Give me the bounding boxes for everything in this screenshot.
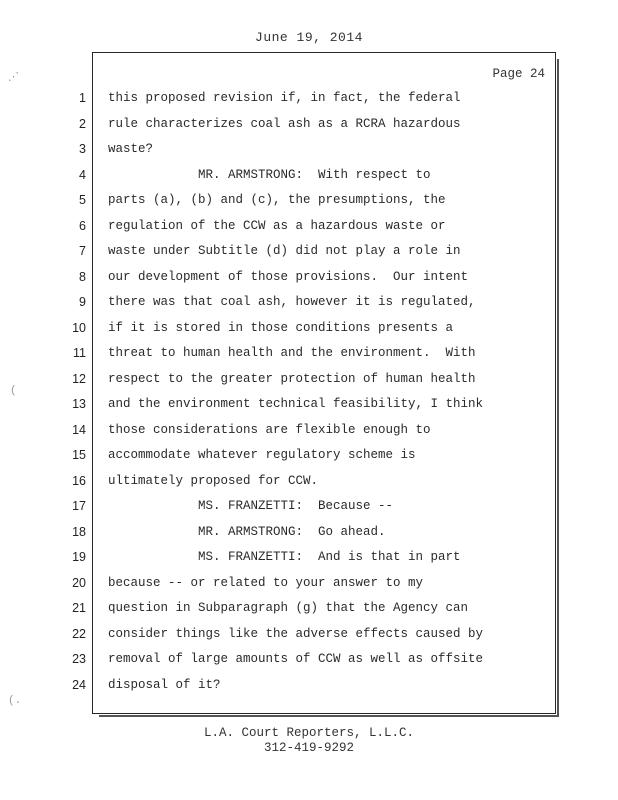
- line-number: 16: [72, 473, 86, 488]
- line-number: 21: [72, 601, 86, 615]
- line-number: 20: [72, 575, 86, 590]
- transcript-line: MR. ARMSTRONG: Go ahead.: [108, 524, 386, 539]
- line-number: 11: [73, 346, 86, 360]
- line-number: 19: [72, 550, 86, 564]
- line-number: 24: [72, 677, 86, 692]
- transcript-line: ultimately proposed for CCW.: [108, 473, 319, 488]
- footer-company: L.A. Court Reporters, L.L.C.: [203, 726, 415, 740]
- transcript-body: [108, 88, 548, 700]
- footer: [0, 726, 618, 756]
- line-number: 12: [72, 371, 86, 386]
- scan-speck: (.: [8, 695, 22, 707]
- transcript-line: there was that coal ash, however it is regulated,: [108, 295, 476, 309]
- line-number: 2: [79, 116, 86, 131]
- line-number: 3: [79, 142, 86, 156]
- header-date: June 19, 2014: [255, 30, 363, 45]
- transcript-line: MS. FRANZETTI: And is that in part: [108, 550, 461, 564]
- line-number: 10: [72, 320, 86, 335]
- line-number: 4: [79, 167, 86, 182]
- line-number: 1: [79, 91, 86, 105]
- footer-phone: 312-419-9292: [263, 741, 354, 755]
- transcript-line: because -- or related to your answer to my: [108, 575, 424, 590]
- line-number: 22: [72, 626, 86, 641]
- transcript-line: waste under Subtitle (d) did not play a role in: [108, 244, 461, 258]
- transcript-line: waste?: [108, 142, 154, 156]
- transcript-line: if it is stored in those conditions presents a: [108, 320, 454, 335]
- line-number: 5: [79, 193, 86, 207]
- transcript-line: removal of large amounts of CCW as well as offsite: [108, 652, 484, 666]
- line-number: 9: [79, 295, 86, 309]
- page-label: Page 24: [492, 67, 545, 81]
- line-number: 23: [72, 652, 86, 666]
- scan-speck: (: [10, 385, 17, 397]
- line-number: 14: [72, 422, 86, 437]
- transcript-line: question in Subparagraph (g) that the Agency can: [108, 601, 469, 615]
- transcript-line: MR. ARMSTRONG: With respect to: [108, 167, 431, 182]
- transcript-line: regulation of the CCW as a hazardous waste or: [108, 218, 446, 233]
- line-number: 8: [79, 269, 86, 284]
- transcript-line: rule characterizes coal ash as a RCRA hazardous: [108, 116, 461, 131]
- transcript-line: disposal of it?: [108, 677, 221, 692]
- line-number: 6: [79, 218, 86, 233]
- transcript-line: MS. FRANZETTI: Because --: [108, 499, 394, 513]
- line-number: 15: [72, 448, 86, 462]
- transcript-line: parts (a), (b) and (c), the presumptions, the: [108, 193, 446, 207]
- transcript-line: accommodate whatever regulatory scheme is: [108, 448, 416, 462]
- transcript-line: respect to the greater protection of human health: [108, 371, 476, 386]
- transcript-line: consider things like the adverse effects caused by: [108, 626, 484, 641]
- transcript-line: those considerations are flexible enough to: [108, 422, 431, 437]
- line-number: 7: [79, 244, 86, 258]
- line-number: 13: [72, 397, 86, 411]
- line-numbers: [60, 88, 86, 700]
- transcript-line: threat to human health and the environment. With: [108, 346, 476, 360]
- transcript-line: our development of those provisions. Our intent: [108, 269, 469, 284]
- transcript-line: and the environment technical feasibility, I think: [108, 397, 484, 411]
- line-number: 17: [72, 499, 86, 513]
- transcript-line: this proposed revision if, in fact, the federal: [108, 91, 461, 105]
- scan-speck: ⋰: [8, 72, 19, 84]
- line-number: 18: [72, 524, 86, 539]
